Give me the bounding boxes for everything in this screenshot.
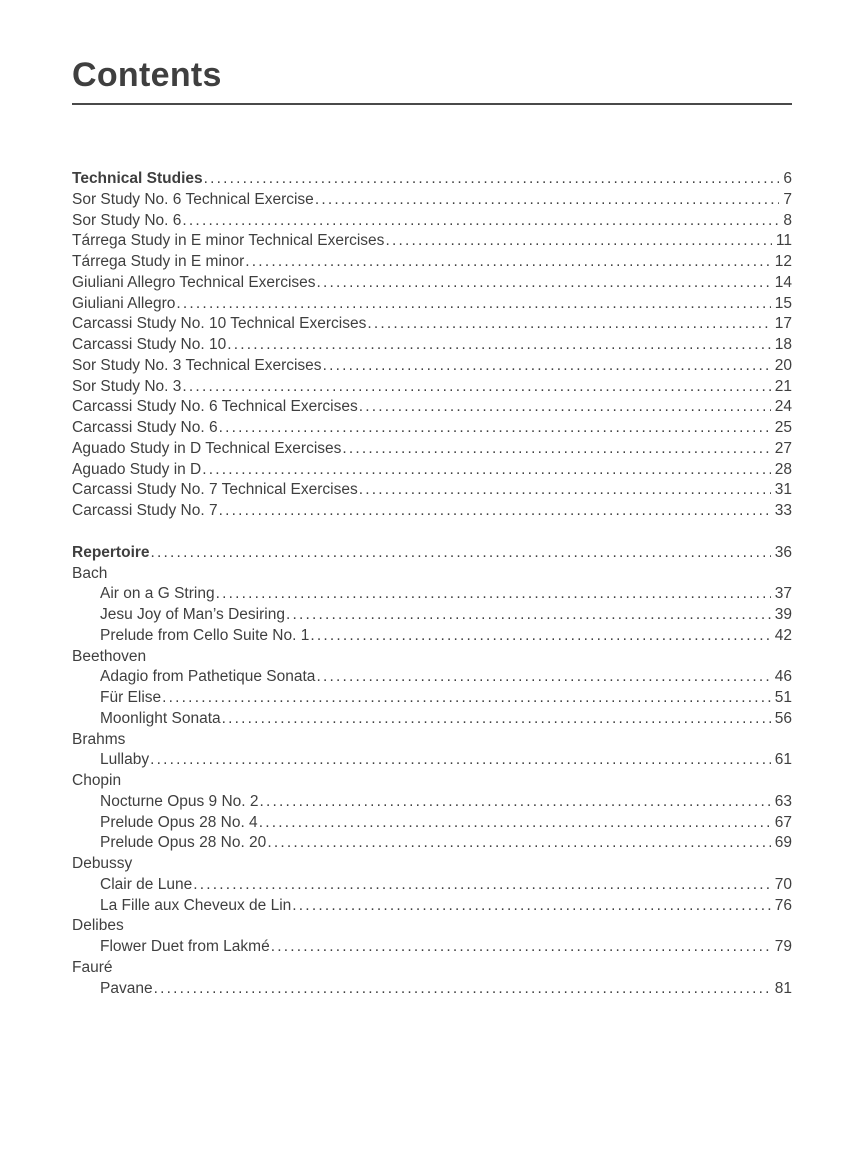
toc-entry-row (72, 833, 792, 854)
toc-composer-row (72, 958, 792, 979)
toc-entry-title: Nocturne Opus 9 No. 2 (100, 792, 259, 810)
toc-page-number: 21 (774, 377, 792, 395)
dot-leader (385, 231, 771, 252)
toc-page-number: 28 (774, 460, 792, 478)
toc-page-number: 25 (774, 419, 792, 436)
toc-entry-title: Adagio from Pathetique Sonata (100, 668, 316, 686)
toc-entry-title: Für Elise (100, 689, 162, 706)
toc-entry-row (72, 190, 792, 211)
toc-entry-title: Beethoven (72, 647, 147, 665)
toc-entry-row (72, 314, 792, 335)
toc-page-number: 24 (774, 398, 792, 416)
toc-entry-title: Prelude Opus 28 No. 4 (100, 813, 258, 831)
dot-leader (182, 377, 770, 398)
toc-entry-title: Repertoire (72, 543, 150, 561)
toc-page-number: 67 (774, 813, 792, 831)
toc-entry-title: Delibes (72, 917, 124, 935)
dot-leader (310, 626, 770, 647)
toc-entry-row (72, 688, 792, 709)
toc-entry-title: Tárrega Study in E minor Technical Exercises (72, 232, 385, 250)
toc-entry-title: Aguado Study in D Technical Exercises (72, 439, 342, 457)
toc-composer-row (72, 771, 792, 792)
toc-entry-title: Aguado Study in D (72, 460, 202, 478)
toc-entry-row (72, 875, 792, 896)
toc-entry-title: Prelude from Cello Suite No. 1 (100, 626, 310, 644)
toc-entry-title: Flower Duet from Lakmé (100, 938, 270, 955)
dot-leader (267, 833, 770, 854)
dot-leader (227, 335, 771, 356)
dot-leader (286, 605, 771, 626)
toc-entry-row (72, 584, 792, 605)
toc-entry-title: Debussy (72, 855, 133, 872)
dot-leader (222, 709, 771, 730)
toc-entry-title: Carcassi Study No. 7 (72, 502, 218, 519)
toc-page-number: 11 (775, 232, 792, 250)
toc-entry-title: La Fille aux Cheveux de Lin (100, 896, 292, 914)
toc-entry-title: Technical Studies (72, 170, 203, 187)
toc-entry-row (72, 605, 792, 626)
page-title: Contents (72, 56, 222, 94)
dot-leader (317, 273, 771, 294)
toc-entry-row (72, 231, 792, 252)
toc-entry-row (72, 626, 792, 647)
dot-leader (154, 979, 771, 1000)
toc-composer-row (72, 916, 792, 937)
toc-composer-row (72, 564, 792, 585)
toc-entry-title: Pavane (100, 979, 153, 997)
toc-entry-row (72, 750, 792, 771)
toc-entry-title: Brahms (72, 730, 126, 748)
dot-leader (202, 460, 770, 481)
toc-page-number: 7 (783, 190, 792, 208)
dot-leader (219, 418, 771, 439)
toc-page-number: 42 (774, 626, 792, 644)
toc-page-number: 36 (774, 543, 792, 561)
dot-leader (150, 750, 771, 771)
toc-entry-row (72, 480, 792, 501)
toc-composer-row (72, 854, 792, 875)
toc-page-number: 39 (774, 606, 792, 623)
title-rule (72, 103, 792, 105)
toc-entry-title: Carcassi Study No. 10 Technical Exercises (72, 315, 367, 333)
toc-entry-title: Carcassi Study No. 6 Technical Exercises (72, 398, 358, 416)
toc-entry-row (72, 460, 792, 481)
toc-page-number: 33 (774, 502, 792, 519)
toc-entry-row (72, 356, 792, 377)
toc-page-number: 63 (774, 792, 792, 810)
toc-entry-title: Sor Study No. 6 (72, 211, 182, 229)
toc-entry-title: Moonlight Sonata (100, 709, 221, 727)
dot-leader (151, 543, 771, 564)
toc-entry-title: Carcassi Study No. 10 (72, 336, 227, 353)
toc-entry-row (72, 709, 792, 730)
toc-entry-row (72, 294, 792, 315)
toc-page-number: 56 (774, 709, 792, 727)
toc-page-number: 27 (774, 439, 792, 457)
toc-entry-title: Fauré (72, 958, 113, 976)
toc-entry-row (72, 896, 792, 917)
toc-entry-title: Air on a G String (100, 585, 215, 603)
toc-entry-title: Prelude Opus 28 No. 20 (100, 834, 267, 852)
toc-page-number: 6 (783, 170, 792, 187)
dot-leader (323, 356, 771, 377)
toc-entry-row (72, 211, 792, 232)
toc-entry-title: Sor Study No. 3 Technical Exercises (72, 356, 322, 374)
toc-entry-row (72, 377, 792, 398)
dot-leader (176, 294, 770, 315)
toc-entry-title: Tárrega Study in E minor (72, 253, 245, 270)
toc-entry-row (72, 335, 792, 356)
toc-page-number: 69 (774, 834, 792, 852)
toc-entry-row (72, 979, 792, 1000)
dot-leader (182, 211, 779, 232)
toc-composer-row (72, 730, 792, 751)
toc-page-number: 37 (774, 585, 792, 603)
dot-leader (271, 937, 771, 958)
toc-page-number: 76 (774, 896, 792, 914)
toc-page-number: 15 (774, 294, 792, 312)
dot-leader (315, 190, 780, 211)
toc-page-number: 8 (783, 211, 792, 229)
toc-entry-row (72, 397, 792, 418)
toc-page-number: 79 (774, 938, 792, 955)
toc-entry-title: Carcassi Study No. 7 Technical Exercises (72, 481, 358, 499)
toc-entry-title: Giuliani Allegro (72, 294, 176, 312)
dot-leader (219, 501, 771, 522)
toc-entry-title: Bach (72, 564, 108, 582)
toc-entry-title: Jesu Joy of Man’s Desiring (100, 606, 285, 623)
dot-leader (216, 584, 771, 605)
dot-leader (367, 314, 770, 335)
toc-entry-row (72, 667, 792, 688)
dot-leader (260, 792, 771, 813)
toc-composer-row (72, 647, 792, 668)
toc-entry-title: Lullaby (100, 751, 150, 769)
toc-entry-title: Sor Study No. 3 (72, 377, 182, 395)
toc-entry-row (72, 543, 792, 564)
toc-entry-row (72, 252, 792, 273)
toc-entry-title: Giuliani Allegro Technical Exercises (72, 273, 316, 291)
toc-page-number: 17 (774, 315, 792, 333)
toc-entry-row (72, 813, 792, 834)
dot-leader (162, 688, 771, 709)
toc-page-number: 70 (774, 875, 792, 893)
toc-entry-title: Sor Study No. 6 Technical Exercise (72, 190, 314, 208)
dot-leader (292, 896, 770, 917)
toc-entry-row (72, 439, 792, 460)
toc-entry-row (72, 501, 792, 522)
toc-page-number: 14 (774, 273, 792, 291)
toc-page-number: 81 (774, 979, 792, 997)
toc-entry-row (72, 418, 792, 439)
dot-leader (359, 480, 771, 501)
toc-entry-row (72, 273, 792, 294)
toc-entry-row (72, 792, 792, 813)
toc-page-number: 18 (774, 336, 792, 353)
toc-page-number: 12 (774, 253, 792, 270)
dot-leader (342, 439, 770, 460)
toc-page-number: 20 (774, 356, 792, 374)
dot-leader (359, 397, 771, 418)
toc-entry-title: Chopin (72, 772, 122, 789)
dot-leader (316, 667, 770, 688)
toc-entry-row (72, 169, 792, 190)
toc-page-number: 51 (774, 689, 792, 706)
toc-entry-title: Carcassi Study No. 6 (72, 419, 218, 436)
dot-leader (204, 169, 780, 190)
toc-page-number: 46 (774, 668, 792, 686)
toc-entry-title: Clair de Lune (100, 875, 193, 893)
toc-entry-row (72, 937, 792, 958)
toc-list (72, 169, 792, 999)
dot-leader (193, 875, 771, 896)
toc-page-number: 61 (774, 751, 792, 769)
dot-leader (259, 813, 771, 834)
toc-page-number: 31 (774, 481, 792, 499)
dot-leader (245, 252, 770, 273)
